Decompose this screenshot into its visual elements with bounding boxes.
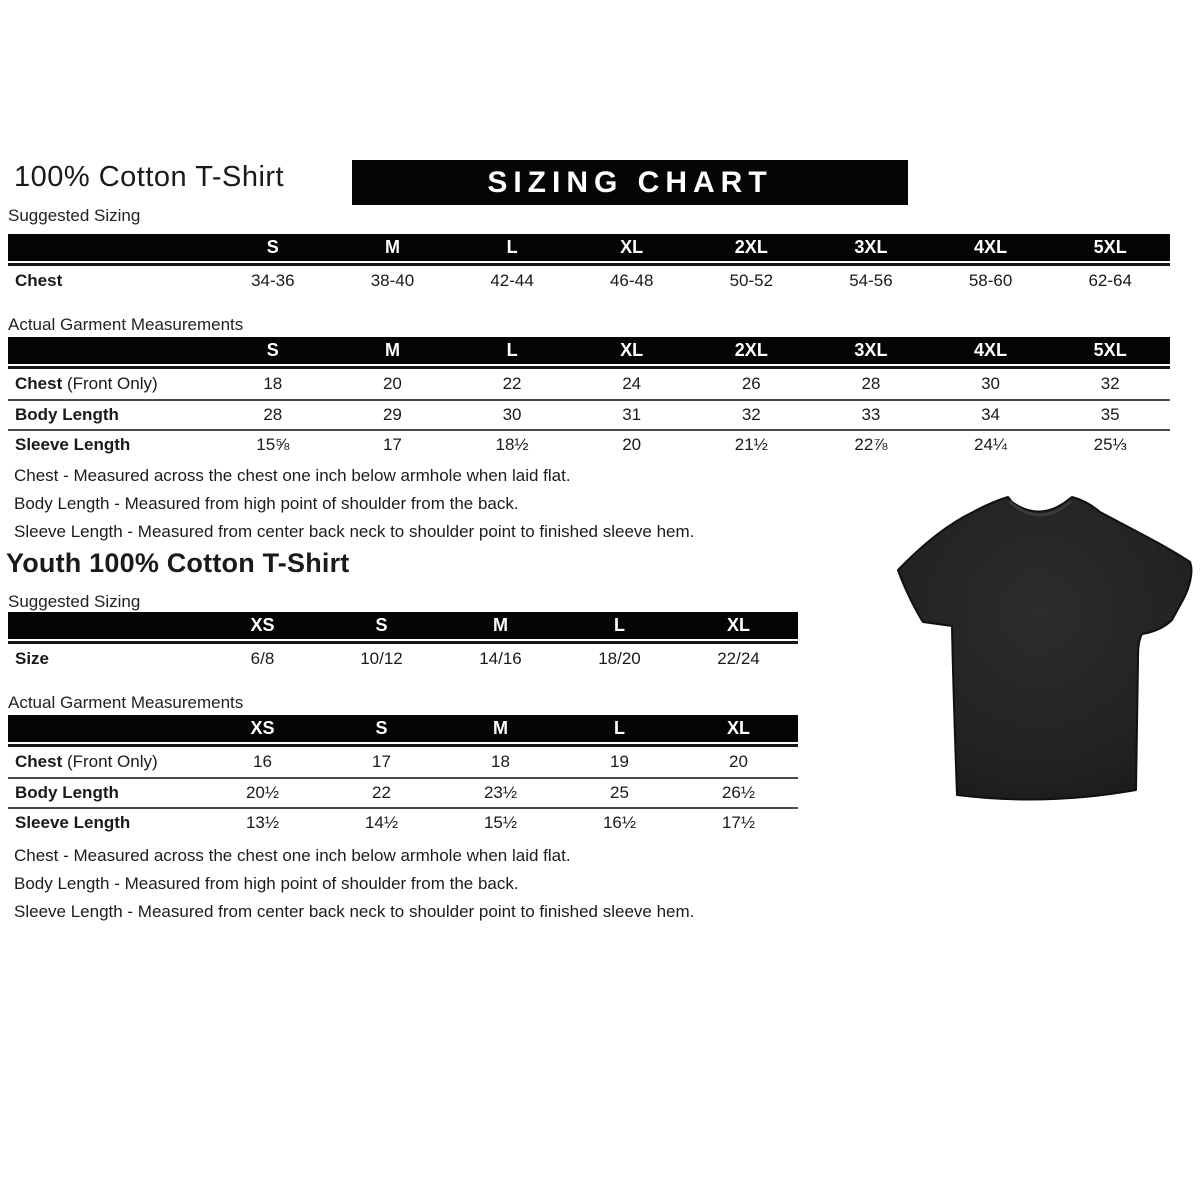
col-header: 3XL (854, 340, 888, 360)
youth-suggested-sizing-table (8, 612, 798, 674)
table-row-chest (8, 369, 1170, 399)
size-cell: 22/24 (717, 649, 760, 668)
youth-suggested-sizing-label: Suggested Sizing (8, 592, 141, 611)
col-header: XL (726, 718, 750, 738)
row-label: Sleeve Length (15, 813, 131, 832)
note-line: Sleeve Length - Measured from center back neck to shoulder point to finished sleeve hem. (14, 522, 695, 541)
size-cell: 20 (622, 435, 642, 454)
size-cell: 24¼ (974, 435, 1008, 454)
size-cell: 20½ (245, 783, 280, 802)
note-line: Body Length - Measured from high point of shoulder from the back. (14, 874, 519, 893)
col-header: 4XL (974, 340, 1008, 360)
col-header: XS (250, 718, 275, 738)
col-header: 5XL (1093, 340, 1127, 360)
col-header: M (384, 237, 400, 257)
size-cell: 32 (741, 405, 761, 424)
table-row-chest (8, 747, 798, 777)
note-line: Body Length - Measured from high point of shoulder from the back. (14, 494, 519, 513)
youth-measurement-notes (14, 842, 694, 926)
size-cell: 58-60 (968, 271, 1013, 290)
size-cell: 23½ (483, 783, 518, 802)
row-label: Chest (15, 271, 63, 290)
size-cell: 30 (981, 374, 1001, 393)
col-header: XS (250, 615, 275, 635)
size-cell: 54-56 (849, 271, 893, 290)
note-line: Sleeve Length - Measured from center back neck to shoulder point to finished sleeve hem. (14, 902, 695, 921)
size-cell: 25⅓ (1093, 435, 1127, 454)
size-cell: 31 (622, 405, 642, 424)
col-header: XL (726, 615, 750, 635)
tshirt-image (888, 482, 1200, 814)
col-header: S (375, 718, 388, 738)
size-cell: 38-40 (370, 271, 415, 290)
table-row (8, 266, 1170, 296)
col-header: XL (620, 340, 644, 360)
size-cell: 26½ (721, 783, 756, 802)
size-cell: 6/8 (250, 649, 275, 668)
table-row-size (8, 644, 798, 674)
size-cell: 33 (861, 405, 881, 424)
size-cell: 17½ (721, 813, 756, 832)
size-cell: 35 (1100, 405, 1120, 424)
col-header: M (493, 718, 508, 738)
size-cell: 14½ (364, 813, 399, 832)
size-cell: 50-52 (729, 271, 774, 290)
size-cell: 14/16 (479, 649, 522, 668)
size-cell: 18 (491, 752, 510, 771)
size-cell: 29 (382, 405, 402, 424)
size-cell: 17 (372, 752, 391, 771)
youth-actual-measurements-label: Actual Garment Measurements (8, 693, 244, 712)
table-row-body-length (8, 399, 1170, 429)
adult-actual-header-row (8, 337, 1170, 364)
youth-suggested-header-row (8, 612, 798, 639)
row-label: Size (15, 649, 50, 668)
col-header: L (614, 615, 625, 635)
size-cell: 10/12 (360, 649, 403, 668)
youth-actual-header-row (8, 715, 798, 742)
adult-suggested-sizing-label: Suggested Sizing (8, 206, 141, 225)
table-row-sleeve-length (8, 429, 1170, 459)
col-header: 2XL (734, 340, 768, 360)
size-cell: 18 (263, 374, 283, 393)
col-header: 5XL (1093, 237, 1127, 257)
tshirt-graphic (888, 482, 1200, 814)
table-row-sleeve-length (8, 807, 798, 837)
adult-suggested-sizing-table (8, 234, 1170, 296)
row-label: Sleeve Length (15, 435, 131, 454)
row-label: Chest (Front Only) (15, 374, 158, 393)
row-label: Chest (Front Only) (15, 752, 158, 771)
col-header: 2XL (734, 237, 768, 257)
col-header: 4XL (974, 237, 1008, 257)
size-cell: 34 (981, 405, 1001, 424)
col-header: 3XL (854, 237, 888, 257)
size-cell: 28 (263, 405, 283, 424)
col-header: L (506, 340, 518, 360)
col-header: L (506, 237, 518, 257)
size-cell: 42-44 (490, 271, 534, 290)
table-row-body-length (8, 777, 798, 807)
size-cell: 16 (253, 752, 272, 771)
adult-actual-measurements-table (8, 337, 1170, 459)
size-cell: 20 (729, 752, 748, 771)
size-cell: 18½ (495, 435, 529, 454)
youth-actual-measurements-table (8, 715, 798, 837)
size-cell: 22 (372, 783, 391, 802)
col-header: S (266, 340, 279, 360)
size-cell: 46-48 (609, 271, 654, 290)
size-cell: 22 (502, 374, 522, 393)
size-cell: 24 (622, 374, 642, 393)
row-label: Body Length (15, 783, 119, 802)
size-cell: 19 (610, 752, 629, 771)
size-cell: 15½ (483, 813, 518, 832)
adult-actual-measurements-label: Actual Garment Measurements (8, 315, 244, 334)
size-cell: 22⅞ (854, 435, 888, 454)
size-cell: 30 (502, 405, 522, 424)
size-cell: 62-64 (1088, 271, 1132, 290)
size-cell: 18/20 (598, 649, 641, 668)
note-line: Chest - Measured across the chest one inch below armhole when laid flat. (14, 466, 571, 485)
size-cell: 21½ (734, 435, 768, 454)
size-cell: 25 (610, 783, 629, 802)
sizing-chart-banner: SIZING CHART (352, 160, 908, 205)
size-cell: 20 (382, 374, 402, 393)
col-header: M (384, 340, 400, 360)
size-cell: 16½ (602, 813, 637, 832)
col-header: S (266, 237, 279, 257)
col-header: M (493, 615, 508, 635)
size-cell: 17 (382, 435, 402, 454)
col-header: XL (620, 237, 644, 257)
size-cell: 13½ (245, 813, 280, 832)
note-line: Chest - Measured across the chest one inch below armhole when laid flat. (14, 846, 571, 865)
col-header: L (614, 718, 625, 738)
col-header: S (375, 615, 388, 635)
adult-suggested-header-row (8, 234, 1170, 261)
youth-section-title: Youth 100% Cotton T-Shirt (6, 548, 350, 578)
size-cell: 28 (861, 374, 881, 393)
size-cell: 32 (1100, 374, 1120, 393)
size-cell: 34-36 (251, 271, 295, 290)
size-cell: 26 (741, 374, 761, 393)
adult-measurement-notes (14, 462, 694, 546)
size-cell: 15⅝ (256, 435, 290, 454)
row-label: Body Length (15, 405, 119, 424)
page-title: 100% Cotton T-Shirt (14, 161, 285, 193)
